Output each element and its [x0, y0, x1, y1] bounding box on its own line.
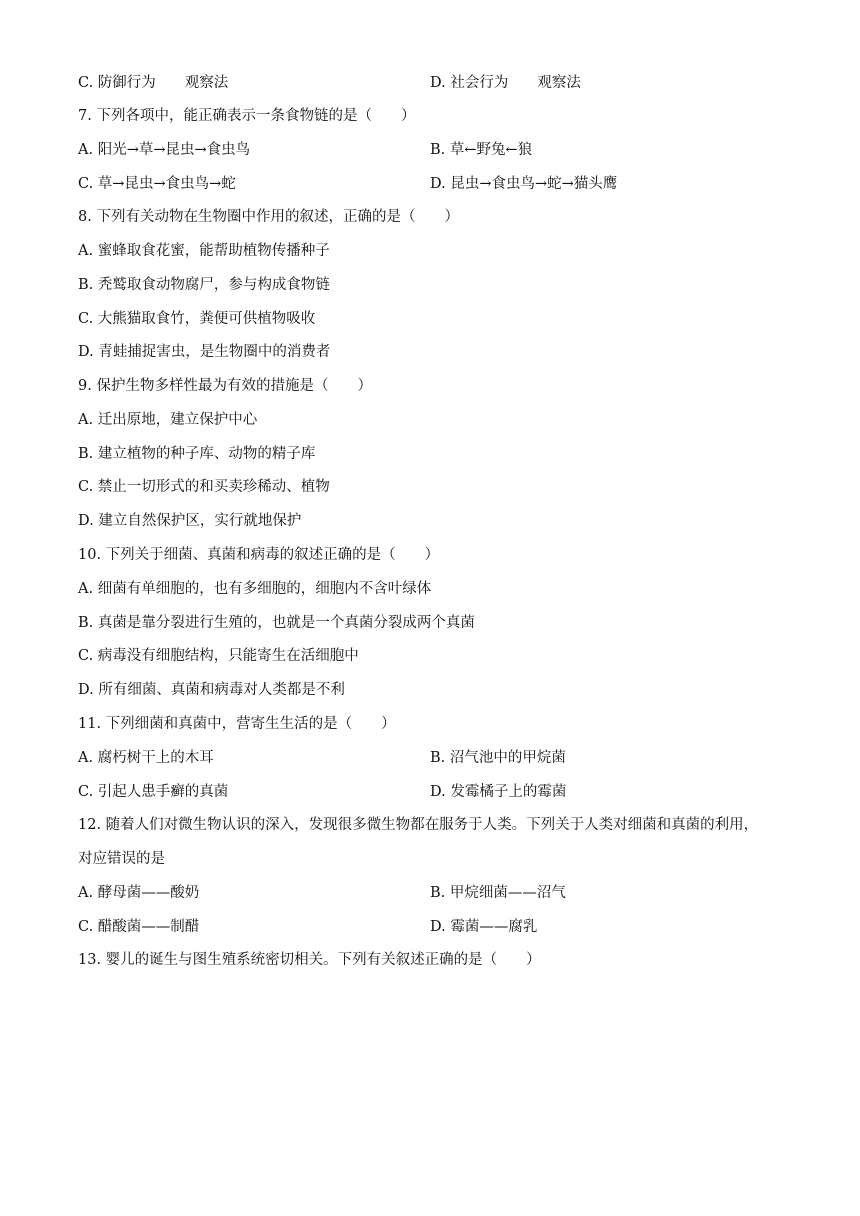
option-11b: B. 沼气池中的甲烷菌 — [430, 750, 566, 766]
option-7c: C. 草→昆虫→食虫鸟→蛇 — [78, 176, 236, 192]
option-6c: C. 防御行为 观察法 — [78, 75, 229, 91]
option-11c: C. 引起人患手癣的真菌 — [78, 784, 229, 800]
option-9b: B. 建立植物的种子库、动物的精子库 — [78, 446, 316, 462]
question-8: 8. 下列有关动物在生物圈中作用的叙述，正确的是（ ） — [78, 209, 459, 225]
option-8b: B. 秃鹫取食动物腐尸，参与构成食物链 — [78, 277, 330, 293]
question-10: 10. 下列关于细菌、真菌和病毒的叙述正确的是（ ） — [78, 547, 440, 563]
option-10a: A. 细菌有单细胞的，也有多细胞的，细胞内不含叶绿体 — [78, 581, 432, 597]
question-12-continued: 对应错误的是 — [78, 851, 165, 867]
option-12b: B. 甲烷细菌——沼气 — [430, 885, 566, 901]
option-10d: D. 所有细菌、真菌和病毒对人类都是不利 — [78, 682, 345, 698]
option-7d: D. 昆虫→食虫鸟→蛇→猫头鹰 — [430, 176, 618, 192]
option-11d: D. 发霉橘子上的霉菌 — [430, 784, 567, 800]
option-9a: A. 迁出原地，建立保护中心 — [78, 412, 258, 428]
option-8c: C. 大熊猫取食竹，粪便可供植物吸收 — [78, 311, 316, 327]
option-9d: D. 建立自然保护区，实行就地保护 — [78, 513, 302, 529]
question-12: 12. 随着人们对微生物认识的深入，发现很多微生物都在服务于人类。下列关于人类对细菌和真菌的利用， — [78, 817, 759, 833]
option-7a: A. 阳光→草→昆虫→食虫鸟 — [78, 142, 251, 158]
option-8d: D. 青蛙捕捉害虫，是生物圈中的消费者 — [78, 344, 331, 360]
option-7b: B. 草←野兔←狼 — [430, 142, 533, 158]
question-7: 7. 下列各项中，能正确表示一条食物链的是（ ） — [78, 108, 416, 124]
option-6d: D. 社会行为 观察法 — [430, 75, 581, 91]
option-12a: A. 酵母菌——酸奶 — [78, 885, 200, 901]
option-10c: C. 病毒没有细胞结构，只能寄生在活细胞中 — [78, 648, 359, 664]
option-8a: A. 蜜蜂取食花蜜，能帮助植物传播种子 — [78, 243, 330, 259]
question-9: 9. 保护生物多样性最为有效的措施是（ ） — [78, 378, 372, 394]
option-10b: B. 真菌是靠分裂进行生殖的，也就是一个真菌分裂成两个真菌 — [78, 615, 475, 631]
option-9c: C. 禁止一切形式的和买卖珍稀动、植物 — [78, 479, 330, 495]
question-13: 13. 婴儿的诞生与图生殖系统密切相关。下列有关叙述正确的是（ ） — [78, 952, 541, 968]
option-12d: D. 霉菌——腐乳 — [430, 919, 538, 935]
question-11: 11. 下列细菌和真菌中，营寄生生活的是（ ） — [78, 716, 396, 732]
option-12c: C. 醋酸菌——制醋 — [78, 919, 200, 935]
option-11a: A. 腐朽树干上的木耳 — [78, 750, 214, 766]
